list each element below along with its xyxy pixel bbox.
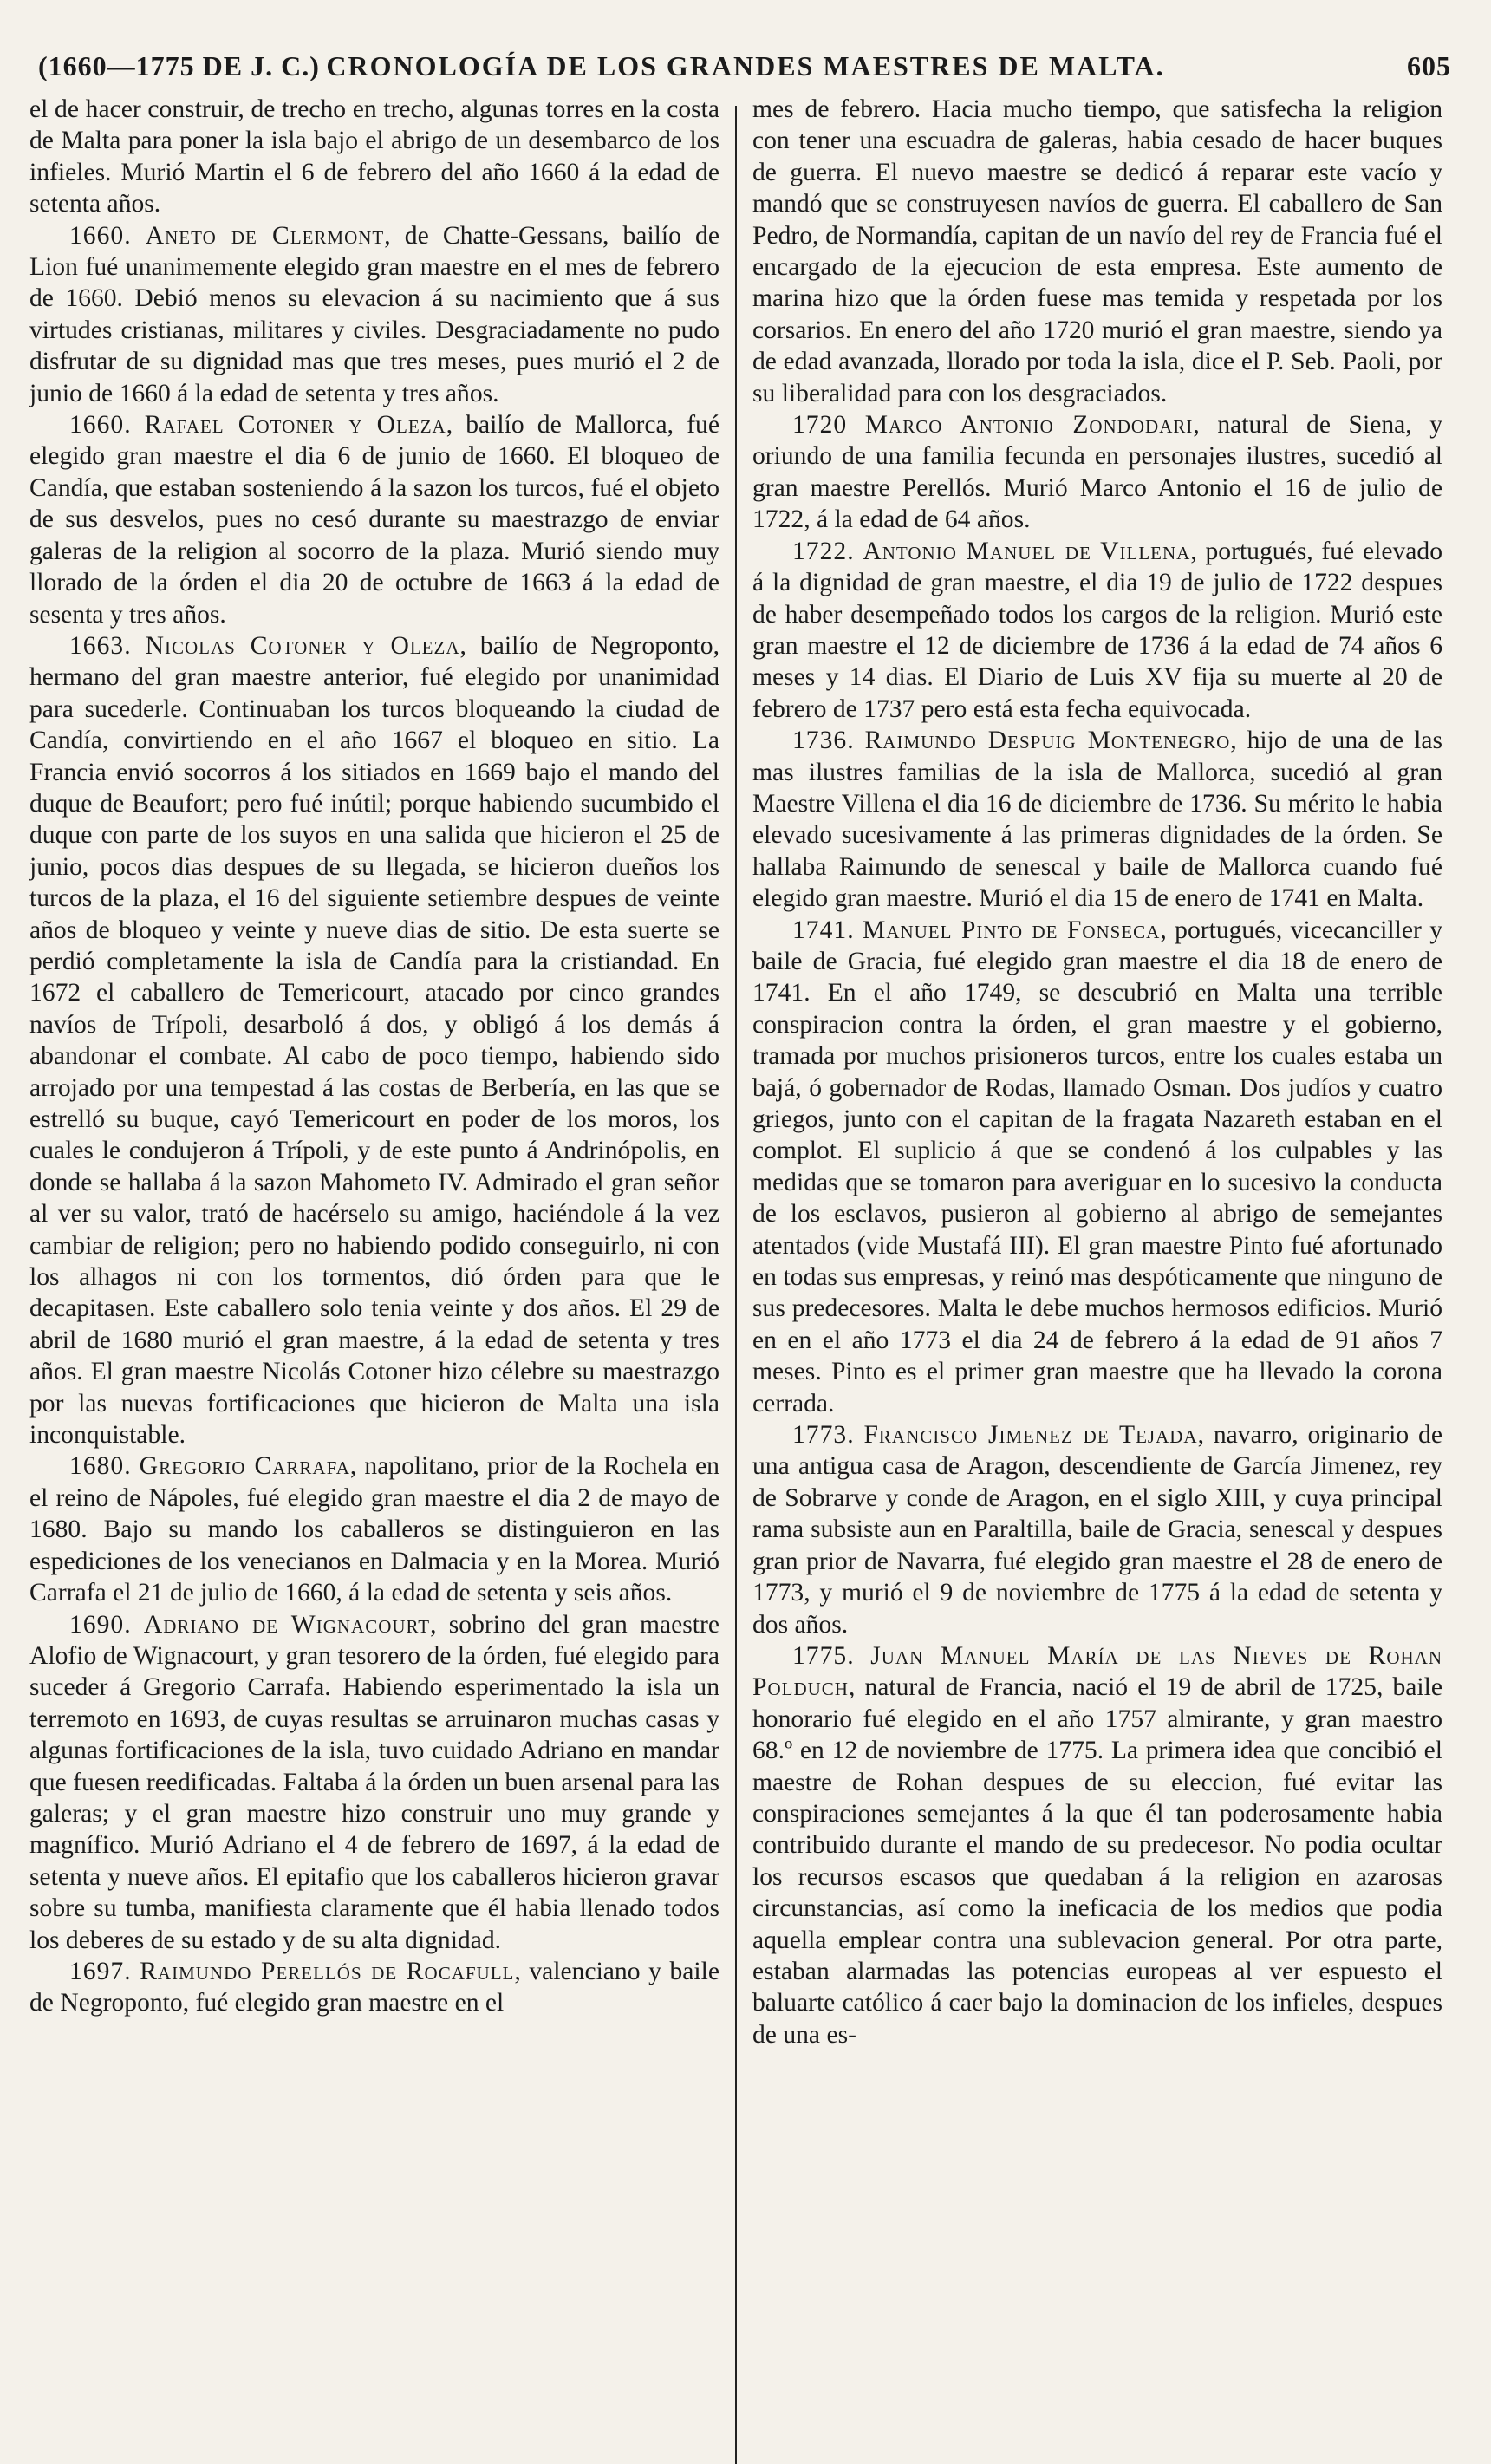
entry-year: 1741. [792,916,855,944]
entry-name: Aneto de Clermont [145,221,385,250]
entry-name: Marco Antonio Zondodari [864,411,1194,440]
left-column [29,94,735,2464]
entry-text: mes de febrero. Hacia mucho tiempo, que satisfecha la religion con tener una escuadra de galeras, habia cesado de hacer buques de guerra. El nuevo maestre se dedicó á reparar este vacío y mandó que se construyesen navíos de guerra. El caballero de San Pedro, de Normandía, capitan de un navío del rey de Francia fué el encargado de la ejecucion de esta empresa. Este aumento de marina hizo que la órden fuese mas temida y respetada por los corsarios. En enero del año 1720 murió el gran maestre, siendo ya de edad avanzada, llorado por toda la isla, dice el P. Seb. Paoli, por su liberalidad para con los desgraciados. [752,95,1442,407]
entry-text: , bailío de Negroponto, hermano del gran maestre anterior, fué elegido por unanimidad para sucederle. Continuaban los turcos bloqueando la ciudad de Candía, convirtiendo en el año 1667 el bloqueo en sitio. La Francia envió socorros á los sitiados en 1669 bajo el mando del duque de Beaufort; pero fué inútil; porque habiendo sucumbido el duque con parte de los suyos en una salida que hicieron el 25 de junio, pocos dias despues de su llegada, se hicieron dueños los turcos de la plaza, el 16 del siguiente setiembre despues de veinte años de bloqueo y veinte y nueve dias de sitio. De esta suerte se perdió completamente la isla de Candía para la cristiandad. En 1672 el caballero de Temericourt, atacado por cinco grandes navíos de Trípoli, desarboló á dos, y obligó á los demás á abandonar el combate. Al cabo de poco tiempo, habiendo sido arrojado por una tempestad á las costas de Berbería, en las que se estrelló su buque, cayó Temericourt en poder de los moros, los cuales le condujeron á Trípoli, y de este punto á Andrinópolis, en donde se hallaba á la sazon Mahometo IV. Admirado el gran señor al ver su valor, trató de hacérselo su amigo, haciéndole á la vez cambiar de religion; pero no habiendo podido conseguirlo, ni con los alhagos ni con los tormentos, dió órden para que le decapitasen. Este caballero solo tenia veinte y dos años. El 29 de abril de 1680 murió el gran maestre, á la edad de setenta y tres años. El gran maestre Nicolás Cotoner hizo célebre su maestrazgo por las nuevas fortificaciones que hicieron de Malta una isla inconquistable. [29,631,720,1450]
entry-year: 1697. [69,1957,132,1985]
entry [29,1609,719,1956]
entry-year: 1663. [69,631,132,660]
entry-name: Manuel Pinto de Fonseca [863,916,1161,944]
entry-text: , hijo de una de las mas ilustres familias de la isla de Mallorca, sucedió al gran Maestre Villena el dia 16 de diciembre de 1736. Su mérito le habia elevado sucesivamente á las primeras dignidades de la órden. Se hallaba Raimundo de senescal y baile de Mallorca cuando fué elegido gran maestre. Murió el dia 15 de enero de 1741 en Malta. [752,727,1442,913]
entry-text: , napolitano, prior de la Rochela en el reino de Nápoles, fué elegido gran maestre el dia 2 de mayo de 1680. Bajo su mando los caballeros se distinguieron en las espediciones de los venecianos en Dalmacia y en la Morea. Murió Carrafa el 21 de julio de 1660, á la edad de setenta y seis años. [29,1452,719,1607]
entry [752,1419,1442,1640]
entry [752,1640,1442,2050]
entry-text: , de Chatte-Gessans, bailío de Lion fué unanimemente elegido gran maestre en el mes de febrero de 1660. Debió menos su elevacion á su nacimiento que á sus virtudes cristianas, militares y civiles. Desgraciadamente no pudo disfrutar de su dignidad mas que tres meses, pues murió el 2 de junio de 1660 á la edad de setenta y tres años. [29,221,719,407]
entry [752,915,1442,1420]
entry-name: Raimundo Despuig Montenegro [864,727,1231,755]
entry [752,725,1442,914]
entry-name: Rafael Cotoner y Oleza [144,411,446,440]
entry [752,536,1442,725]
entry [29,1956,719,2019]
entry-name: Francisco Jimenez de Tejada [863,1421,1198,1450]
entry [29,630,719,1451]
header-date-range: (1660—1775 DE J. C.) [38,50,320,81]
entry-text: , natural de Francia, nació el 19 de abril de 1725, baile honorario fué elegido en el año 1757 almirante, y gran maestro 68.º en 12 de noviembre de 1775. La primera idea que concibió el maestre de Rohan despues de su eleccion, fué evitar las conspiraciones semejantes á la que él tan poderosamente habia contribuido durante el mando de su predecesor. No podia ocultar los recursos escasos que quedaban á la religion en azarosas circunstancias, así como la ineficacia de los medios que podia aquella emplear contra una sublevacion general. Por otra parte, estaban alarmadas las potencias europeas al ver espuesto el baluarte católico á caer bajo la dominacion de los infieles, despues de una es- [752,1673,1442,2049]
entry-name: Gregorio Carrafa [139,1452,350,1481]
entry [29,409,719,630]
entry-text: , portugués, fué elevado á la dignidad de gran maestre, el dia 19 de julio de 1722 despues de haber desempeñado todos los cargos de la religion. Murió este gran maestre el 12 de diciembre de 1736 á la edad de 74 años 6 meses y 14 dias. El Diario de Luis XV fija su muerte al 20 de febrero de 1737 pero está esta fecha equivocada. [752,537,1442,723]
entry-text: el de hacer construir, de trecho en trecho, algunas torres en la costa de Malta para poner la isla bajo el abrigo de un desembarco de los infieles. Murió Martin el 6 de febrero del año 1660 á la edad de setenta años. [29,95,719,218]
entry-text: , natural de Siena, y oriundo de una familia fecunda en personajes ilustres, sucedió al gran maestre Perellós. Murió Marco Antonio el 16 de julio de 1722, á la edad de 64 años. [752,411,1442,534]
header-title: CRONOLOGÍA DE LOS GRANDES MAESTRES DE MALTA. [326,50,1165,81]
entry-name: Antonio Manuel de Villena [863,537,1191,565]
entry-year: 1722. [792,537,855,565]
entry-year: 1736. [792,727,855,755]
entry-continuation [752,94,1442,409]
entry [29,220,719,409]
entry-year: 1773. [792,1421,855,1450]
entry-name: Adriano de Wignacourt [143,1610,431,1639]
entry-text: , navarro, originario de una antigua casa de Aragon, descendiente de García Jimenez, rey de Sobrarve y conde de Aragon, en el siglo XIII, y cuya principal rama subsiste aun en Paraltilla, baile de Gracia, senescal y despues gran prior de Navarra, fué elegido gran maestre el 28 de enero de 1773, y murió el 9 de noviembre de 1775 á la edad de setenta y dos años. [752,1421,1442,1639]
entry-year: 1680. [69,1452,132,1481]
entry-name: Nicolas Cotoner y Oleza [145,631,460,660]
entry-name: Juan Manuel María de las Nieves de Rohan Polduch [752,1641,1442,1702]
entry-text: , sobrino del gran maestre Alofio de Wignacourt, y gran tesorero de la órden, fué elegido para suceder á Gregorio Carrafa. Habiendo esperimentado la isla un terremoto en 1693, de cuyas resultas se arruinaron muchas casas y algunas fortificaciones de la isla, tuvo cuidado Adriano en mandar que fuesen reedificadas. Faltaba á la órden un buen arsenal para las galeras; y el gran maestre hizo construir uno muy grande y magnífico. Murió Adriano el 4 de febrero de 1697, á la edad de setenta y nueve años. El epitafio que los caballeros hicieron gravar sobre su tumba, manifiesta claramente que él habia llenado todos los deberes de su estado y de su alta dignidad. [29,1610,719,1954]
entry-text: , portugués, vicecanciller y baile de Gracia, fué elegido gran maestre el dia 18 de enero de 1741. En el año 1749, se descubrió en Malta una terrible conspiracion contra la órden, el gran maestre y el gobierno, tramada por muchos prisioneros turcos, entre los cuales estaba un bajá, ó gobernador de Rodas, llamado Osman. Dos judíos y cuatro griegos, junto con el capitan de la fragata Nazareth estaban en el complot. El suplicio á que se condenó á los culpables y las medidas que se tomaron para averiguar en lo sucesivo la conducta de los esclavos, pusieron al gobierno al abrigo de semejantes atentados (vide Mustafá III). El gran maestre Pinto fué afortunado en todas sus empresas, y reinó mas despóticamente que ninguno de sus predecesores. Malta le debe muchos hermosos edificios. Murió en en el año 1773 el dia 24 de febrero á la edad de 91 años 7 meses. Pinto es el primer gran maestre que ha llevado la corona cerrada. [752,916,1443,1418]
two-column-body [29,94,1462,2464]
entry-year: 1660. [69,221,132,250]
entry [752,409,1442,536]
entry-year: 1660. [69,411,132,440]
entry [29,1450,719,1608]
entry-name: Raimundo Perellós de Rocafull [140,1957,515,1985]
entry-year: 1775. [792,1641,855,1670]
right-column [737,94,1442,2464]
entry-year: 1690. [69,1610,132,1639]
page-number: 605 [1407,50,1451,81]
entry-text: , bailío de Mallorca, fué elegido gran maestre el dia 6 de junio de 1660. El bloqueo de Candía, que estaban sosteniendo á la sazon los turcos, fué el objeto de sus desvelos, pues no cesó durante su maestrazgo de enviar galeras de la religion al socorro de la plaza. Murió siendo muy llorado de la órden el dia 20 de octubre de 1663 á la edad de sesenta y tres años. [29,411,719,629]
entry-year: 1720 [792,411,848,440]
entry-text: , valenciano y baile de Negroponto, fué elegido gran maestre en el [29,1957,720,2017]
running-header [29,43,1462,88]
entry-continuation [29,94,719,220]
